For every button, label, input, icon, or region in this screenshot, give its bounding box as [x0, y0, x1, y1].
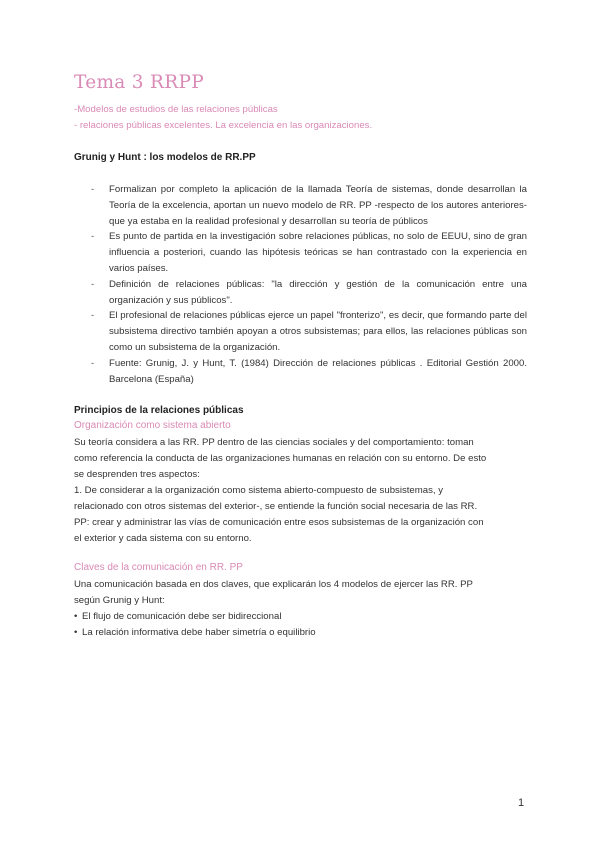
document-title: Tema 3 RRPP	[74, 72, 205, 93]
list-item: - Formalizan por completo la aplicación de la llamada Teoría de sistemas, donde desarrollan la Teoría de la excelencia, aportan un nuevo modelo de RR. PP -respecto de los autores anteriores- que ya estaba en la realidad profesional y desarrollan su teoría de públicos	[91, 182, 527, 229]
list-item-text: El flujo de comunicación debe ser bidireccional	[82, 611, 282, 622]
section-heading-models: Grunig y Hunt : los modelos de RR.PP	[74, 152, 256, 163]
subheading-keys: Claves de la comunicación en RR. PP	[74, 562, 243, 573]
section-heading-principles: Principios de la relaciones públicas	[74, 405, 244, 416]
list-item: - Fuente: Grunig, J. y Hunt, T. (1984) Dirección de relaciones públicas . Editorial Gestión 2000. Barcelona (España)	[91, 356, 527, 388]
list-item: - El profesional de relaciones públicas ejerce un papel "fronterizo", es decir, que formando parte del subsistema directivo también apoyan a otros subsistemas; para ellos, las relaciones públicas son como un subsistema de la organización.	[91, 308, 527, 355]
paragraph-theory: Su teoría considera a las RR. PP dentro de las ciencias sociales y del comportamiento: toman como referencia la conducta de las organizaciones humanas en relación con su entorno. De esto se desprenden tres aspectos:	[74, 437, 487, 480]
models-list	[91, 182, 527, 387]
bullet-icon: •	[74, 611, 78, 622]
paragraph-keys: Una comunicación basada en dos claves, que explicarán los 4 modelos de ejercer las RR. PP según Grunig y Hunt:	[74, 579, 473, 606]
list-item	[74, 609, 316, 625]
keys-list	[74, 609, 316, 641]
subtitle-line: -Modelos de estudios de las relaciones públicas	[74, 104, 278, 115]
list-item: - Definición de relaciones públicas: "la dirección y gestión de la comunicación entre una organización y sus públicos".	[91, 277, 527, 309]
bullet-icon: •	[74, 627, 78, 638]
list-item: - Es punto de partida en la investigación sobre relaciones públicas, no solo de EEUU, sino de gran influencia a posteriori, cuando las hipótesis teóricas se han contrastado con la experiencia en varios países.	[91, 229, 527, 276]
page-number: 1	[518, 797, 525, 809]
list-item	[74, 625, 316, 641]
subtitle-line: - relaciones públicas excelentes. La excelencia en las organizaciones.	[74, 120, 373, 131]
paragraph-aspect-1: 1. De considerar a la organización como sistema abierto-compuesto de subsistemas, y relacionado con otros sistemas del exterior-, se entiende la función social necesaria de las RR. PP: crear y administrar las vías de comunicación entre esos subsistemas de la organización con el exterior y cada sistema con su entorno.	[74, 485, 484, 544]
subheading-open-system: Organización como sistema abierto	[74, 420, 231, 431]
list-item-text: La relación informativa debe haber simetría o equilibrio	[82, 627, 316, 638]
